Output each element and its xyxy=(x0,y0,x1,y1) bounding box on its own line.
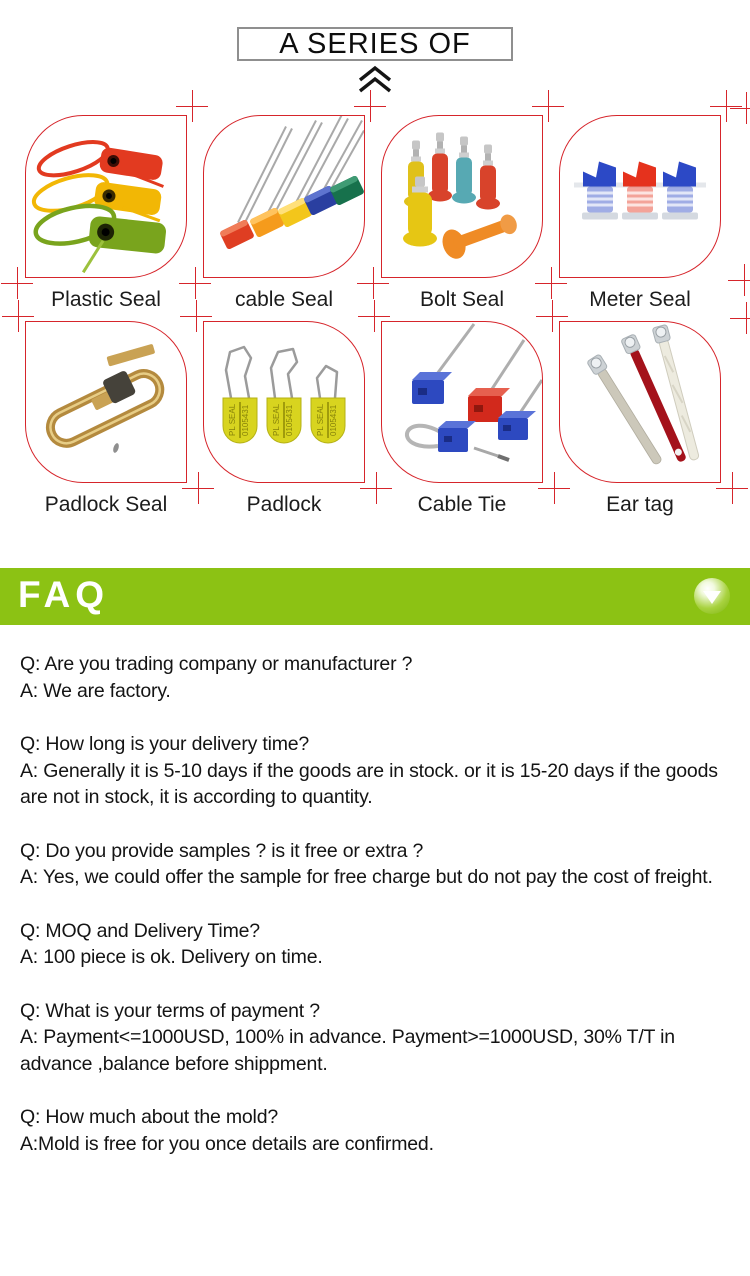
crop-mark-icon xyxy=(535,267,567,299)
crop-mark-icon xyxy=(358,300,390,332)
product-card-cable-tie xyxy=(381,321,543,483)
product-label-ear-tag: Ear tag xyxy=(606,493,674,516)
product-card-bolt-seal xyxy=(381,115,543,278)
faq-answer: A: We are factory. xyxy=(20,679,171,702)
crop-mark-icon xyxy=(728,264,750,296)
bolt-seal-image xyxy=(382,116,542,277)
product-label-cable-tie: Cable Tie xyxy=(417,493,507,516)
product-card-padlock xyxy=(203,321,365,483)
plastic-seal-image xyxy=(26,116,186,277)
crop-mark-icon xyxy=(730,92,750,124)
faq-item xyxy=(20,651,732,704)
padlock-seal-image xyxy=(26,322,186,482)
faq-answer: A: Payment<=1000USD, 100% in advance. Payment>=1000USD, 30% T/T in advance ,balance before shippment. xyxy=(20,1026,675,1075)
product-card-plastic-seal xyxy=(25,115,187,278)
cable-tie-image xyxy=(382,322,542,482)
faq-answer: A:Mold is free for you once details are confirmed. xyxy=(20,1132,434,1155)
double-chevron-up-icon xyxy=(355,63,395,93)
faq-question: Q: MOQ and Delivery Time? xyxy=(20,919,260,942)
faq-item xyxy=(20,1104,732,1157)
padlock-image xyxy=(204,322,364,482)
product-card-meter-seal xyxy=(559,115,721,278)
faq-item xyxy=(20,838,732,891)
crop-mark-icon xyxy=(730,302,750,334)
faq-heading: FAQ xyxy=(18,574,110,615)
product-card-cable-seal xyxy=(203,115,365,278)
page-title: A SERIES OF xyxy=(279,27,471,60)
padlock-print-number: 0105431 xyxy=(285,404,294,436)
faq-banner xyxy=(0,568,750,625)
series-title-box xyxy=(237,27,513,61)
crop-mark-icon xyxy=(532,90,564,122)
faq-item xyxy=(20,731,732,811)
crop-mark-icon xyxy=(182,472,214,504)
faq-section xyxy=(20,625,732,1184)
product-card-ear-tag xyxy=(559,321,721,483)
product-label-cable-seal: cable Seal xyxy=(234,288,334,311)
crop-mark-icon xyxy=(1,267,33,299)
faq-question: Q: How long is your delivery time? xyxy=(20,733,310,755)
crop-mark-icon xyxy=(536,300,568,332)
faq-question: Q: How much about the mold? xyxy=(20,1106,278,1128)
product-label-bolt-seal: Bolt Seal xyxy=(419,288,505,311)
product-card-padlock-seal xyxy=(25,321,187,483)
padlock-print-number: 0105431 xyxy=(329,404,338,436)
product-label-plastic-seal: Plastic Seal xyxy=(51,288,161,311)
padlock-print-text: PL SEAL xyxy=(228,403,237,436)
crop-mark-icon xyxy=(360,472,392,504)
product-label-padlock: Padlock xyxy=(246,493,322,516)
ear-tag-image xyxy=(560,322,720,482)
crop-mark-icon xyxy=(538,472,570,504)
cable-seal-image xyxy=(204,116,364,277)
crop-mark-icon xyxy=(180,300,212,332)
faq-answer: A: Yes, we could offer the sample for free charge but do not pay the cost of freight. xyxy=(20,866,713,888)
product-label-padlock-seal: Padlock Seal xyxy=(44,493,168,516)
faq-question: Q: What is your terms of payment ? xyxy=(20,999,320,1022)
faq-item xyxy=(20,998,732,1078)
faq-answer: A: 100 piece is ok. Delivery on time. xyxy=(20,946,323,968)
meter-seal-image xyxy=(560,116,720,277)
faq-answer: A: Generally it is 5-10 days if the goods are in stock. or it is 15-20 days if the goods are not in stock, it is according to quantity. xyxy=(20,759,718,808)
crop-mark-icon xyxy=(716,472,748,504)
crop-mark-icon xyxy=(179,267,211,299)
padlock-print-number: 0105431 xyxy=(241,404,250,436)
faq-item xyxy=(20,918,732,971)
faq-question: Q: Do you provide samples ? is it free or extra ? xyxy=(20,839,424,862)
triangle-down-icon xyxy=(703,591,721,604)
crop-mark-icon xyxy=(176,90,208,122)
padlock-print-text: PL SEAL xyxy=(316,403,325,436)
crop-mark-icon xyxy=(357,267,389,299)
faq-toggle-button[interactable] xyxy=(694,578,730,614)
padlock-print-text: PL SEAL xyxy=(272,403,281,436)
faq-question: Q: Are you trading company or manufacturer ? xyxy=(20,653,413,675)
crop-mark-icon xyxy=(354,90,386,122)
crop-mark-icon xyxy=(2,300,34,332)
product-label-meter-seal: Meter Seal xyxy=(589,288,691,311)
